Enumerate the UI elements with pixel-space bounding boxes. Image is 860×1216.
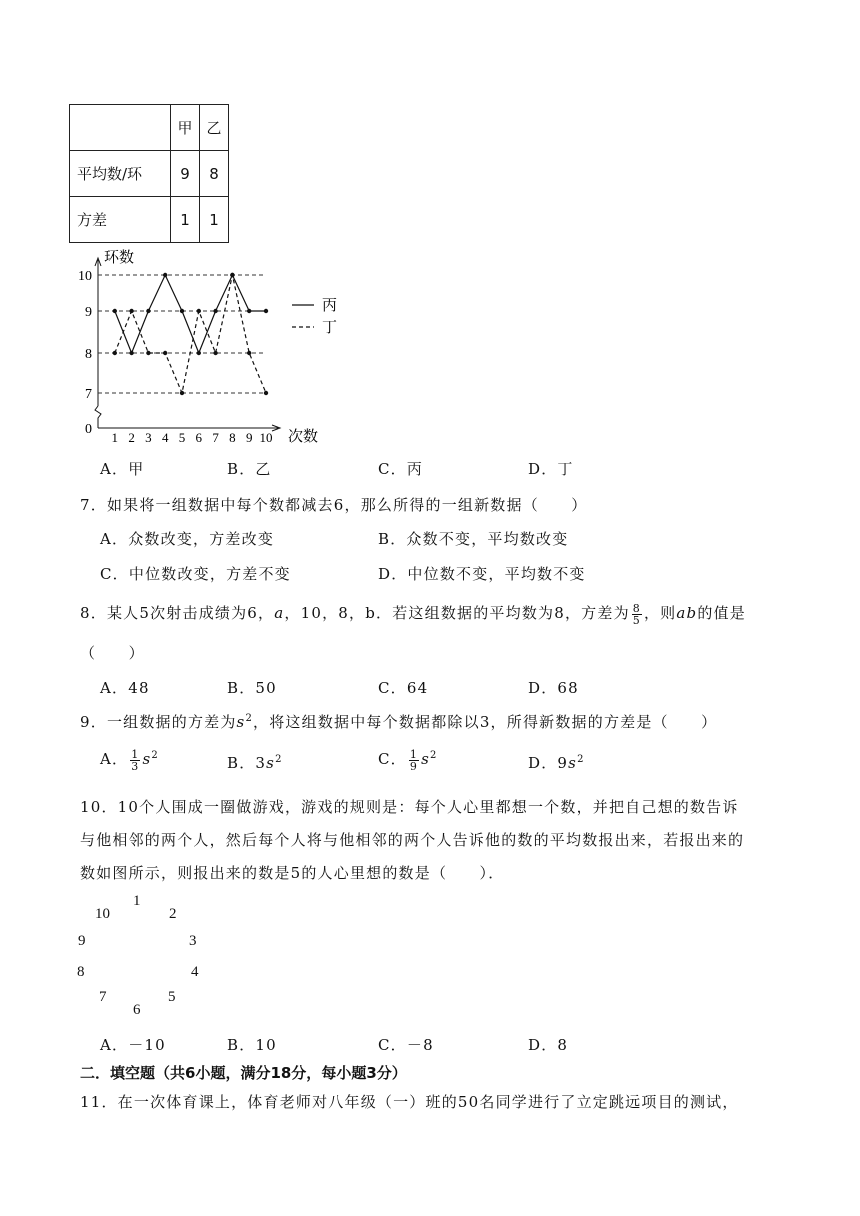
q10-line1: 10．10个人围成一圈做游戏，游戏的规则是：每个人心里都想一个数，并把自己想的数告诉 — [80, 798, 739, 816]
table-cell: 1 — [200, 197, 229, 243]
x-tick-label: 6 — [195, 430, 203, 445]
data-point — [146, 351, 150, 355]
circle-number: 8 — [77, 964, 85, 980]
x-tick-label: 10 — [259, 430, 273, 445]
data-point — [247, 309, 251, 313]
y-tick-label: 8 — [85, 347, 92, 362]
q9-stem — [80, 711, 717, 732]
data-point — [264, 391, 268, 395]
x-tick-label: 3 — [145, 430, 152, 445]
q8-stem-part: ，10，8，b．若这组数据的平均数为8，方差为 — [284, 604, 630, 622]
q8-stem-part: ，则 — [643, 604, 677, 622]
q10-option-c: C．－8 — [378, 1036, 434, 1054]
data-point — [213, 351, 217, 355]
q9-option-c-fraction — [409, 749, 419, 772]
fraction-numerator: 1 — [131, 747, 140, 761]
q6-option-d: D．丁 — [528, 460, 574, 478]
data-point — [213, 309, 217, 313]
q10-line2: 与他相邻的两个人，然后每个人将与他相邻的两个人告诉他的数的平均数报出来，若报出来的 — [80, 831, 745, 849]
q9-option-c — [378, 748, 438, 772]
exponent: 2 — [275, 754, 283, 765]
series-line-丁 — [115, 275, 266, 393]
q9-exponent: 2 — [245, 713, 254, 724]
data-point — [146, 309, 150, 313]
q10-option-d: D．8 — [528, 1036, 569, 1054]
table-cell: 乙 — [200, 105, 229, 151]
q7-option-a: A．众数改变，方差改变 — [100, 530, 275, 548]
q9-option-a-fraction — [130, 749, 140, 772]
y-tick-label: 0 — [85, 422, 92, 437]
circle-number: 6 — [133, 1002, 141, 1018]
data-point — [163, 351, 167, 355]
q6-option-b: B．乙 — [227, 460, 272, 478]
option-label: B．3 — [227, 754, 267, 772]
data-point — [129, 309, 133, 313]
q6-option-a: A．甲 — [100, 460, 145, 478]
q9-option-d — [528, 752, 585, 773]
var-s: s — [266, 754, 276, 772]
circle-number: 7 — [99, 989, 107, 1005]
q8-stem-part: 8．某人5次射击成绩为6， — [80, 604, 275, 622]
q8-stem-line2: （ ） — [80, 644, 145, 662]
x-tick-label: 9 — [245, 430, 253, 445]
circle-number: 3 — [189, 933, 197, 949]
x-tick-label: 1 — [111, 430, 119, 445]
axis-break-mark — [95, 406, 101, 428]
circle-number: 1 — [133, 893, 141, 909]
data-point — [113, 309, 117, 313]
data-point — [180, 309, 184, 313]
y-tick-label: 10 — [78, 269, 92, 284]
data-point — [230, 273, 234, 277]
q8-var-ab: ab — [676, 604, 698, 622]
var-s: s — [142, 750, 152, 768]
x-tick-label: 5 — [178, 430, 186, 445]
circle-number: 10 — [95, 906, 110, 922]
q10-option-b: B．10 — [227, 1036, 277, 1054]
data-point — [180, 391, 184, 395]
table-cell: 1 — [171, 197, 200, 243]
table-row — [70, 197, 229, 243]
section-heading: 二．填空题（共6小题，满分18分，每小题3分） — [80, 1064, 407, 1082]
data-point — [163, 273, 167, 277]
table-row — [70, 151, 229, 197]
x-tick-label: 2 — [128, 430, 135, 445]
q8-option-a: A．48 — [100, 679, 150, 697]
q8-option-c: C．64 — [378, 679, 429, 697]
line-chart — [60, 248, 360, 448]
fraction-numerator: 8 — [632, 601, 641, 615]
q8-stem — [80, 602, 746, 626]
circle-number: 2 — [169, 906, 177, 922]
y-tick-label: 9 — [85, 305, 92, 320]
q7-option-d: D．中位数不变，平均数不变 — [378, 565, 586, 583]
table-cell: 甲 — [171, 105, 200, 151]
data-point — [264, 309, 268, 313]
exponent: 2 — [151, 750, 159, 761]
data-point — [197, 351, 201, 355]
table-cell — [70, 105, 171, 151]
q10-line3: 数如图所示，则报出来的数是5的人心里想的数是（ ）． — [80, 864, 505, 882]
data-point — [247, 351, 251, 355]
stats-table — [69, 104, 229, 243]
x-axis-label: 次数 — [288, 427, 319, 445]
q8-option-b: B．50 — [227, 679, 277, 697]
q9-option-a — [100, 748, 159, 772]
x-tick-label: 4 — [161, 430, 169, 445]
x-tick-label: 7 — [212, 430, 219, 445]
q7-option-c: C．中位数改变，方差不变 — [100, 565, 291, 583]
fraction-denominator: 5 — [632, 613, 641, 627]
var-s: s — [568, 754, 578, 772]
q8-stem-part: 的值是 — [697, 604, 746, 622]
y-axis-label: 环数 — [104, 248, 135, 266]
y-tick-label: 7 — [85, 387, 92, 402]
circle-number: 4 — [191, 964, 199, 980]
table-cell: 9 — [171, 151, 200, 197]
option-label: C． — [378, 750, 407, 768]
option-label: A． — [100, 750, 129, 768]
circle-number: 9 — [78, 933, 86, 949]
q10-option-a: A．－10 — [100, 1036, 166, 1054]
q8-fraction — [632, 603, 642, 626]
q9-stem-part: 9．一组数据的方差为 — [80, 713, 237, 731]
q6-option-c: C．丙 — [378, 460, 424, 478]
series-line-丙 — [115, 275, 266, 353]
var-s: s — [421, 750, 430, 768]
x-tick-label: 8 — [229, 430, 236, 445]
exponent: 2 — [430, 750, 438, 761]
table-cell: 方差 — [70, 197, 171, 243]
q8-var-a: a — [274, 604, 285, 622]
fraction-numerator: 1 — [409, 747, 419, 761]
q9-stem-part: ，将这组数据中每个数据都除以3，所得新数据的方差是（ ） — [253, 713, 718, 731]
q8-option-d: D．68 — [528, 679, 579, 697]
table-header-row — [70, 105, 229, 151]
fraction-denominator: 3 — [131, 759, 140, 773]
exponent: 2 — [577, 754, 585, 765]
data-point — [129, 351, 133, 355]
legend-label: 丙 — [322, 296, 338, 314]
q9-var-s: s — [236, 713, 246, 731]
data-point — [197, 309, 201, 313]
table-cell: 8 — [200, 151, 229, 197]
circle-number: 5 — [168, 989, 176, 1005]
q7-option-b: B．众数不变，平均数改变 — [378, 530, 569, 548]
legend-label: 丁 — [322, 318, 338, 336]
q7-stem: 7．如果将一组数据中每个数都减去6，那么所得的一组新数据（ ） — [80, 496, 588, 514]
q11-line1: 11．在一次体育课上，体育老师对八年级（一）班的50名同学进行了立定跳远项目的测试， — [80, 1093, 739, 1111]
fraction-denominator: 9 — [409, 759, 419, 773]
data-point — [113, 351, 117, 355]
q9-option-b — [227, 752, 283, 773]
option-label: D．9 — [528, 754, 569, 772]
table-cell: 平均数/环 — [70, 151, 171, 197]
